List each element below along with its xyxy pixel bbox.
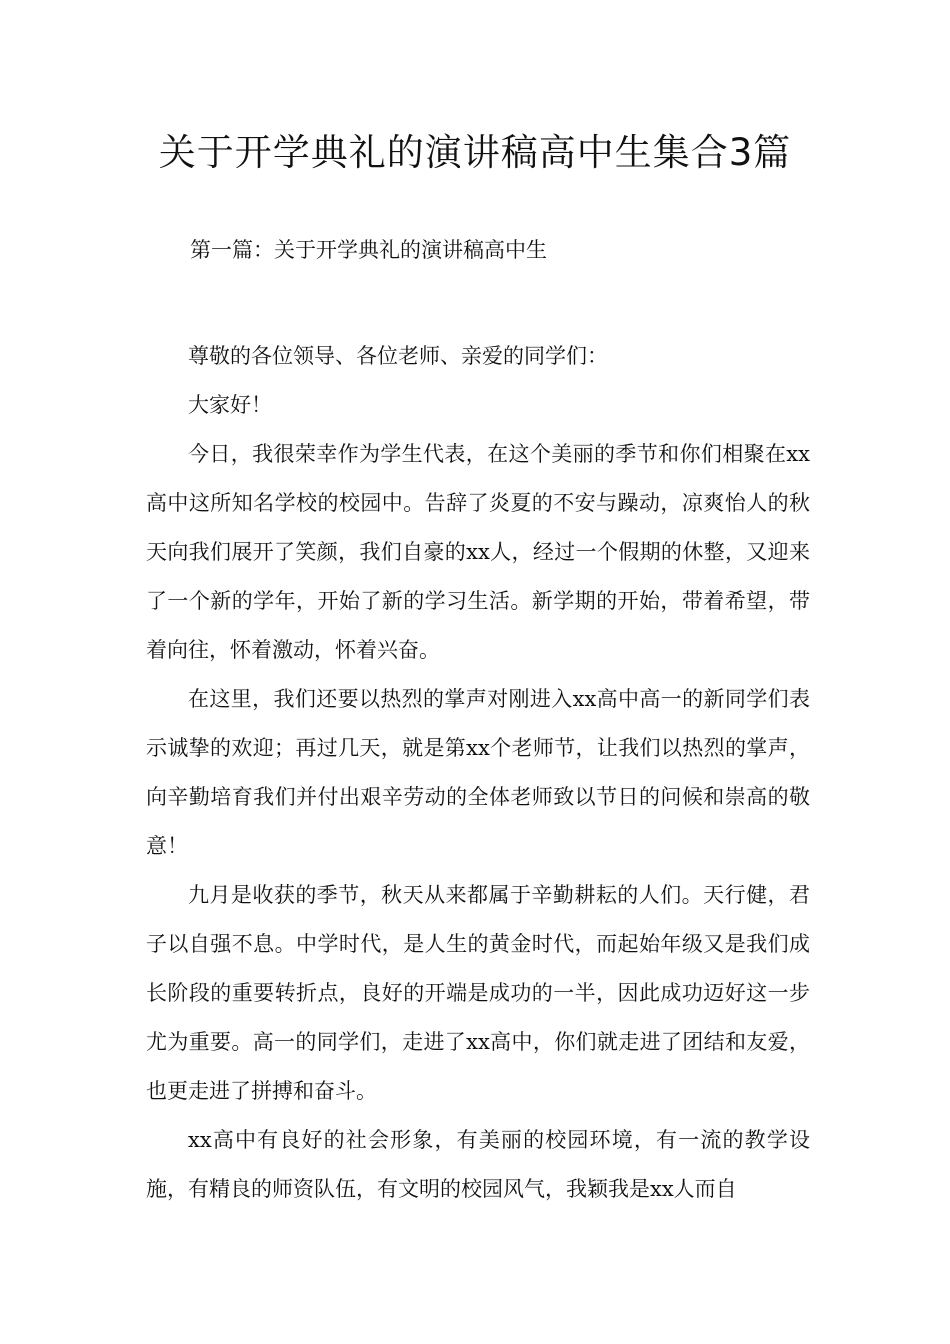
- paragraph-body: 今日，我很荣幸作为学生代表，在这个美丽的季节和你们相聚在xx高中这所知名学校的校园中。告辞了炎夏的不安与躁动，凉爽怡人的秋天向我们展开了笑颜，我们自豪的xx人，经过一个假期的休整，又迎来了一个新的学年，开始了新的学习生活。新学期的开始，带着希望，带着向往，怀着激动，怀着兴奋。: [146, 442, 810, 662]
- paragraph-body: xx高中有良好的社会形象，有美丽的校园环境，有一流的教学设施，有精良的师资队伍，有文明的校园风气，我颖我是xx人而自: [146, 1128, 810, 1201]
- paragraph-body: 在这里，我们还要以热烈的掌声对刚进入xx高中高一的新同学们表示诚挚的欢迎；再过几天，就是第xx个老师节，让我们以热烈的掌声，向辛勤培育我们并付出艰辛劳动的全体老师致以节日的问候和崇高的敬意！: [146, 687, 810, 858]
- paragraph-greeting: 大家好！: [188, 393, 272, 417]
- paragraph-body: 九月是收获的季节，秋天从来都属于辛勤耕耘的人们。天行健，君子以自强不息。中学时代，是人生的黄金时代，而起始年级又是我们成长阶段的重要转折点，良好的开端是成功的一半，因此成功迈好这一步尤为重要。高一的同学们，走进了xx高中，你们就走进了团结和友爱，也更走进了拼搏和奋斗。: [146, 883, 810, 1103]
- document-body: [146, 332, 810, 1214]
- paragraph-salutation: 尊敬的各位领导、各位老师、亲爱的同学们：: [188, 344, 608, 368]
- document-title: 关于开学典礼的演讲稿高中生集合3篇: [158, 131, 792, 174]
- section-title: 第一篇：关于开学典礼的演讲稿高中生: [190, 238, 547, 262]
